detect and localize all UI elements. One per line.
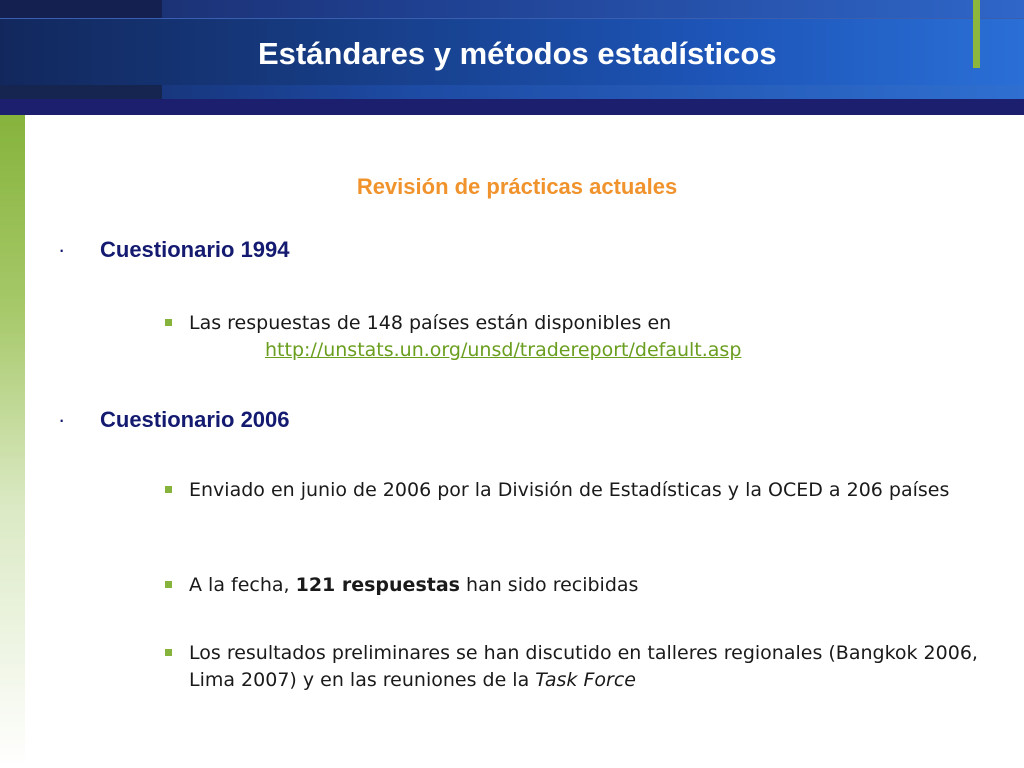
bullet-dot: · [58, 407, 66, 432]
slide-title: Estándares y métodos estadísticos [258, 36, 777, 71]
section-heading-2006 [58, 406, 290, 434]
item-text: A la fecha, [189, 574, 296, 596]
list-item [165, 640, 985, 694]
list-item [165, 572, 985, 599]
bullet-dot: · [58, 237, 66, 262]
section-heading-1994 [58, 236, 290, 264]
list-item [165, 310, 985, 364]
left-gradient-stripe [0, 115, 25, 768]
item-text: Los resultados preliminares se han discutido en talleres regionales (Bangkok 2006, Lima 2007) y en las reuniones de la [189, 642, 978, 691]
green-accent-bar [973, 0, 980, 68]
section-heading-label: Cuestionario 1994 [100, 237, 290, 262]
item-text: han sido recibidas [459, 574, 639, 596]
header-top-dark-block [0, 0, 162, 18]
list-item [165, 477, 985, 504]
square-bullet-icon [165, 649, 172, 656]
slide-subtitle: Revisión de prácticas actuales [356, 174, 678, 199]
tradereport-link[interactable]: http://unstats.un.org/unsd/tradereport/default.asp [265, 339, 742, 361]
header-navy-band [0, 99, 1024, 115]
item-italic: Task Force [535, 669, 636, 691]
item-text: Enviado en junio de 2006 por la División de Estadísticas y la OCED a 206 países [189, 479, 950, 501]
section-heading-label: Cuestionario 2006 [100, 407, 290, 432]
square-bullet-icon [165, 581, 172, 588]
item-text: Las respuestas de 148 países están disponibles en [189, 312, 672, 334]
header-bottom-dark-block [0, 85, 162, 99]
item-emphasis: 121 respuestas [295, 574, 460, 596]
square-bullet-icon [165, 319, 172, 326]
square-bullet-icon [165, 486, 172, 493]
